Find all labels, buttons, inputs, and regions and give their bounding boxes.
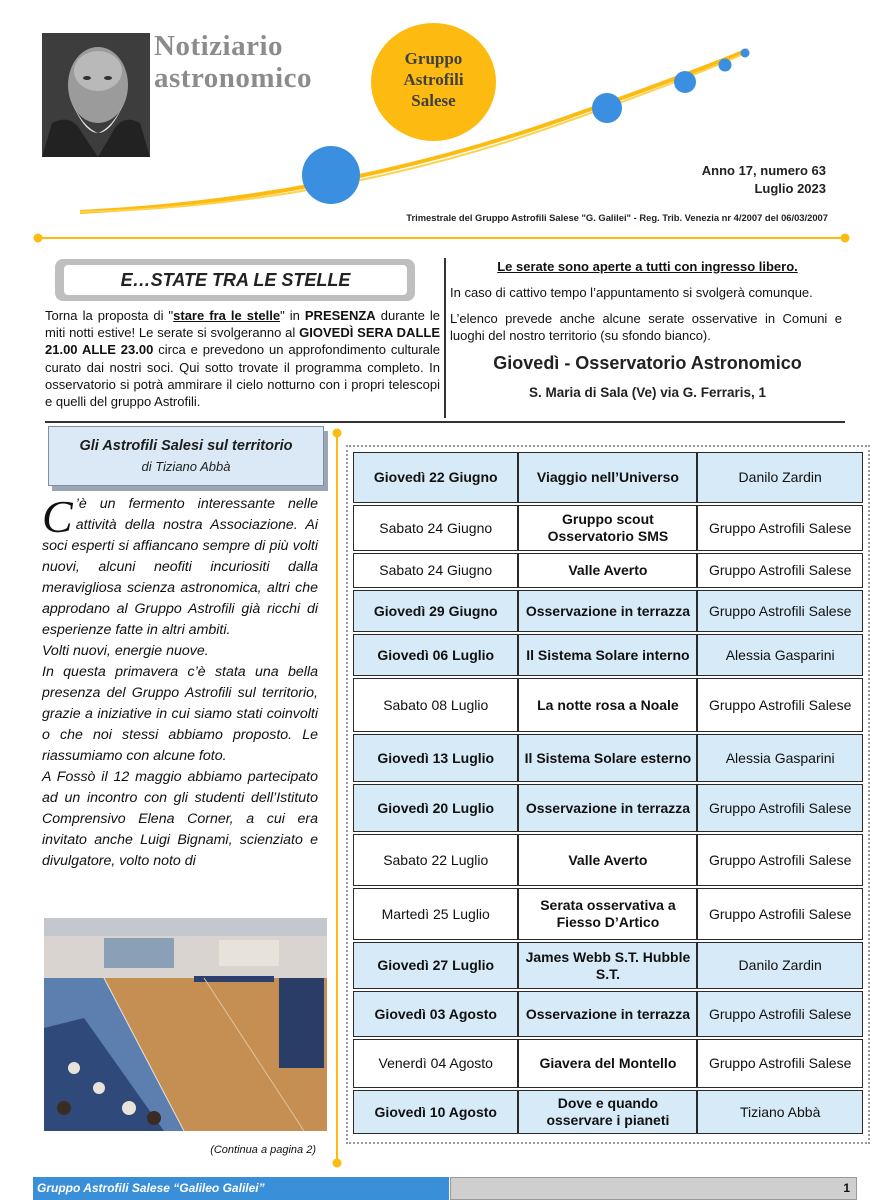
continued-note: (Continua a pagina 2) (210, 1144, 316, 1156)
schedule-date: Sabato 24 Giugno (353, 505, 518, 551)
group-name (371, 48, 496, 111)
planet-dot-icon (741, 49, 750, 58)
schedule-date: Sabato 22 Luglio (353, 834, 518, 886)
article-text-1: ’è un fermento interessante nelle attività della nostra Associazione. Ai soci esperti si affiancano sempre di più volti nuovi, alcuni neofiti incuriositi dalla meravigliosa scienza astronomica, altri che approdano al Gruppo Astrofili già ricchi di esperienze fatte in altri ambiti. (42, 496, 318, 638)
footer-page-number: 1 (450, 1177, 857, 1200)
schedule-row (353, 505, 863, 551)
schedule-row (353, 991, 863, 1037)
venue-title: Giovedì - Osservatorio Astronomico (493, 353, 802, 373)
schedule-host: Gruppo Astrofili Salese (697, 553, 863, 588)
schedule-date: Giovedì 03 Agosto (353, 991, 518, 1037)
group-name-line-1: Gruppo (404, 49, 463, 68)
schedule-host: Gruppo Astrofili Salese (697, 505, 863, 551)
intro-text-4: circa e prevedono un approfondimento culturale curato dai nostri soci. Qui sotto trovate il programma completo. In osservatorio si potrà ammirare il cielo notturno con i propri telescopi e quelli del gruppo Astrofili. (45, 342, 440, 410)
schedule-row (353, 634, 863, 676)
schedule-event: Osservazione in terrazza (518, 590, 697, 632)
footer-org: Gruppo Astrofili Salese “Galileo Galilei” (33, 1177, 449, 1200)
article-paragraph-1 (42, 491, 318, 641)
gym-event-photo (44, 918, 327, 1131)
article-author: di Tiziano Abbà (141, 459, 231, 474)
schedule-row (353, 888, 863, 940)
schedule-host: Gruppo Astrofili Salese (697, 991, 863, 1037)
issue-date: Luglio 2023 (754, 181, 826, 196)
section-rule (45, 421, 845, 423)
schedule-date: Giovedì 13 Luglio (353, 734, 518, 782)
schedule-event: Il Sistema Solare esterno (518, 734, 697, 782)
schedule-host: Danilo Zardin (697, 942, 863, 989)
schedule-row (353, 1039, 863, 1088)
schedule-event: Dove e quando osservare i pianeti (518, 1090, 697, 1134)
intro-title: E…STATE TRA LE STELLE (64, 265, 407, 295)
schedule-row (353, 553, 863, 588)
article-paragraph-3: In questa primavera c’è stata una bella presenza del Gruppo Astrofili sul territorio, grazie a iniziative in cui siamo stati coinvolti o che noi stessi abbiamo proposto. Le riassumiamo con alcune foto. (42, 664, 318, 764)
planet-large-icon (302, 146, 360, 204)
intro-highlight: stare fra le stelle (173, 308, 281, 323)
schedule-event: Osservazione in terrazza (518, 991, 697, 1037)
article-body (42, 491, 318, 872)
schedule-date: Sabato 08 Luglio (353, 678, 518, 732)
intro-text-2: " in (280, 308, 305, 323)
notice-weather: In caso di cattivo tempo l’appuntamento si svolgerà comunque. (450, 285, 813, 300)
issue-number: Anno 17, numero 63 (701, 163, 826, 178)
schedule-host: Gruppo Astrofili Salese (697, 678, 863, 732)
venue-address: S. Maria di Sala (Ve) via G. Ferraris, 1 (528, 385, 767, 400)
registry-line: Trimestrale del Gruppo Astrofili Salese "G. Galilei" - Reg. Trib. Venezia nr 4/2007 del 06/03/2007 (406, 212, 828, 223)
schedule-date: Giovedì 06 Luglio (353, 634, 518, 676)
issue-info (702, 162, 826, 198)
schedule-host: Alessia Gasparini (697, 634, 863, 676)
schedule-event: Valle Averto (518, 834, 697, 886)
notice-heading: Le serate sono aperte a tutti con ingresso libero. (497, 259, 798, 274)
drop-cap: C (42, 491, 73, 542)
schedule-host: Danilo Zardin (697, 452, 863, 503)
schedule-date: Giovedì 10 Agosto (353, 1090, 518, 1134)
article-paragraph-4: A Fossò il 12 maggio abbiamo partecipato ad un incontro con gli studenti dell’Istituto Comprensivo Elena Corner, a cui era invitato anche Luigi Bignami, scienziato e divulgatore, volto noto di (42, 769, 318, 869)
schedule-date: Giovedì 20 Luglio (353, 784, 518, 832)
intro-paragraph (45, 307, 440, 410)
schedule-host: Tiziano Abbà (697, 1090, 863, 1134)
planet-tiny-icon (719, 59, 732, 72)
notice-locations: L’elenco prevede anche alcune serate osservative in Comuni e luoghi del nostro territorio (su sfondo bianco). (450, 311, 842, 343)
article-title-box (48, 426, 324, 486)
schedule-event: Gruppo scout Osservatorio SMS (518, 505, 697, 551)
group-name-line-3: Salese (411, 91, 456, 110)
planet-medium-icon (592, 93, 622, 123)
planet-small-icon (674, 71, 696, 93)
schedule-date: Giovedì 29 Giugno (353, 590, 518, 632)
schedule-host: Gruppo Astrofili Salese (697, 1039, 863, 1088)
schedule-host: Gruppo Astrofili Salese (697, 888, 863, 940)
intro-text-3: durante le miti notti estive! Le serate si svolgeranno al (45, 308, 440, 341)
schedule-row (353, 678, 863, 732)
article-vertical-rule (327, 428, 347, 1168)
masthead-line-2: astronomico (154, 62, 313, 94)
schedule-event: James Webb S.T. Hubble S.T. (518, 942, 697, 989)
schedule-date: Venerdì 04 Agosto (353, 1039, 518, 1088)
schedule-row (353, 834, 863, 886)
schedule-event: Il Sistema Solare interno (518, 634, 697, 676)
column-divider (444, 258, 446, 418)
schedule-host: Gruppo Astrofili Salese (697, 834, 863, 886)
intro-text-1: Torna la proposta di " (45, 308, 174, 323)
schedule-table (353, 452, 863, 1134)
schedule-event: La notte rosa a Noale (518, 678, 697, 732)
schedule-host: Gruppo Astrofili Salese (697, 784, 863, 832)
schedule-date: Giovedì 22 Giugno (353, 452, 518, 503)
article-paragraph-2: Volti nuovi, energie nuove. (42, 643, 209, 659)
schedule-row (353, 784, 863, 832)
masthead-line-1: Notiziario (154, 30, 284, 62)
schedule-row (353, 1090, 863, 1134)
schedule-date: Sabato 24 Giugno (353, 553, 518, 588)
schedule-event: Viaggio nell’Universo (518, 452, 697, 503)
schedule-event: Valle Averto (518, 553, 697, 588)
schedule-host: Gruppo Astrofili Salese (697, 590, 863, 632)
schedule-row (353, 452, 863, 503)
schedule-date: Martedì 25 Luglio (353, 888, 518, 940)
schedule-row (353, 942, 863, 989)
schedule-event: Serata osservativa a Fiesso D’Artico (518, 888, 697, 940)
group-name-line-2: Astrofili (403, 70, 464, 89)
schedule-event: Osservazione in terrazza (518, 784, 697, 832)
schedule-row (353, 590, 863, 632)
schedule-event: Giavera del Montello (518, 1039, 697, 1088)
schedule-row (353, 734, 863, 782)
article-title: Gli Astrofili Salesi sul territorio (79, 438, 293, 454)
intro-bold-time: GIOVEDÌ SERA DALLE 21.00 ALLE 23.00 (45, 325, 440, 358)
schedule-host: Alessia Gasparini (697, 734, 863, 782)
intro-bold-presence: PRESENZA (304, 308, 376, 323)
schedule-date: Giovedì 27 Luglio (353, 942, 518, 989)
